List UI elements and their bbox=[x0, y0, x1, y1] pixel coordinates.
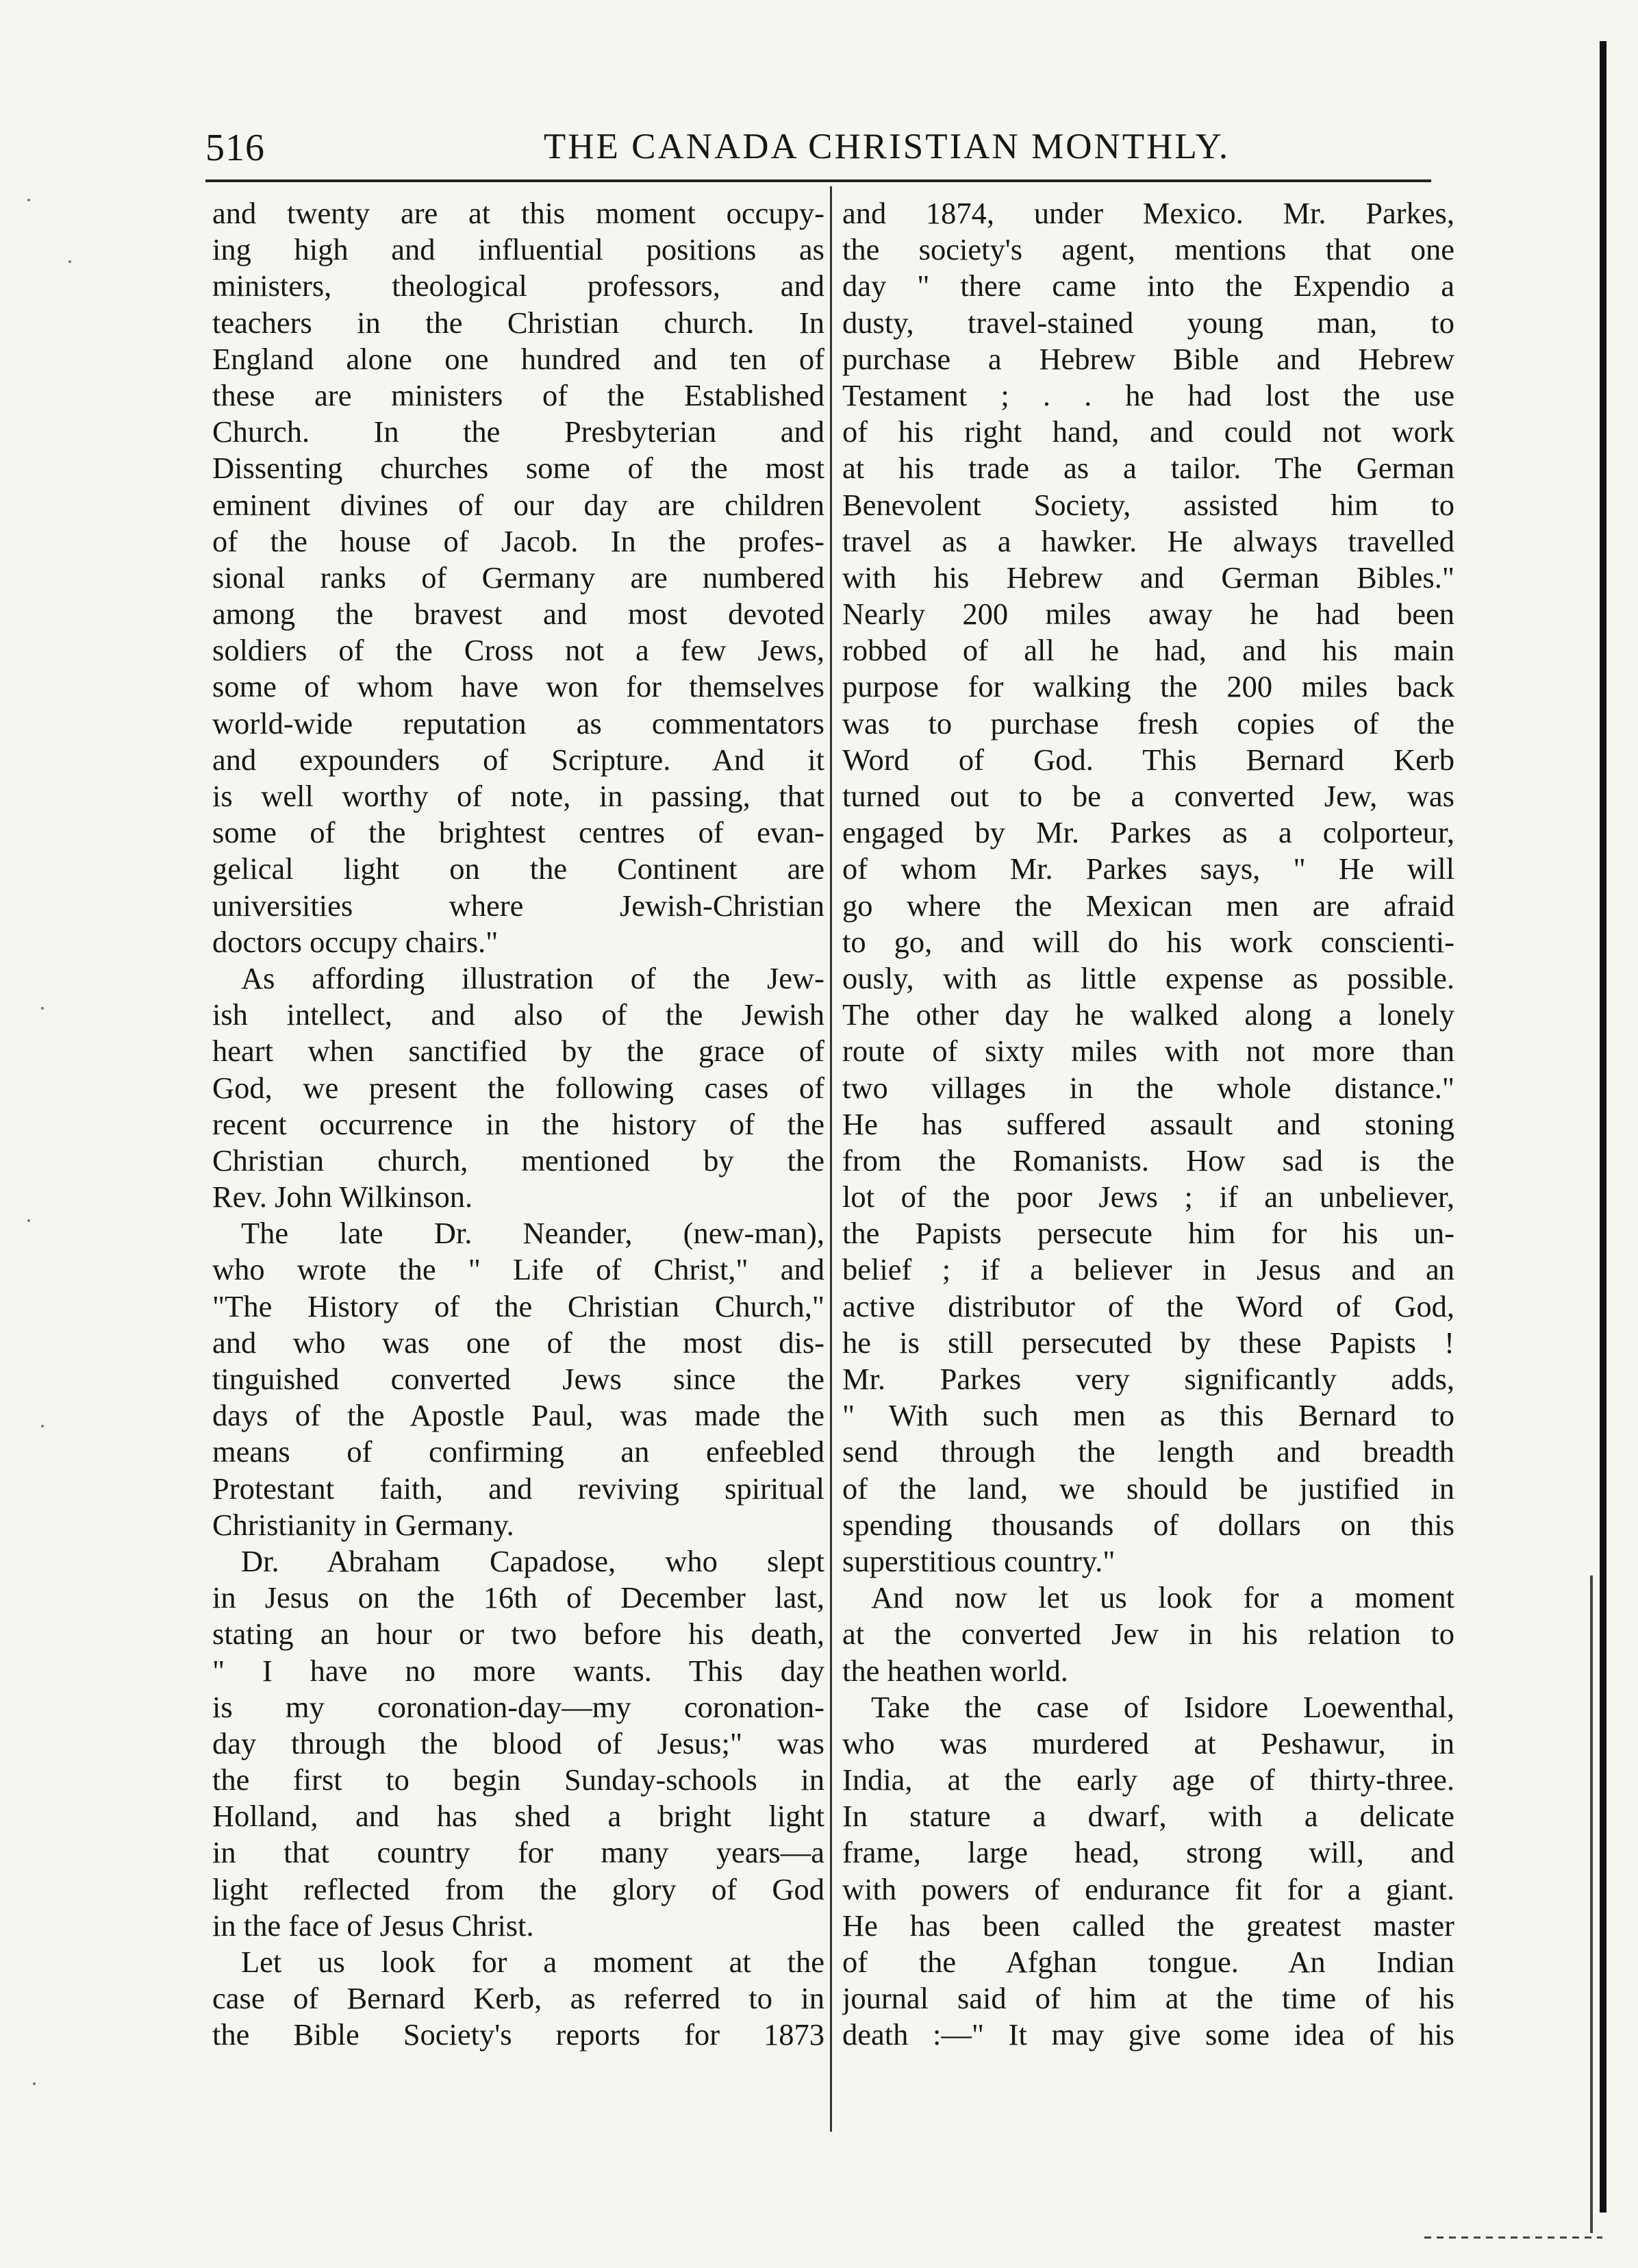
text-line: Let us look for a moment at the bbox=[241, 1945, 824, 1979]
text-line: in the face of Jesus Christ. bbox=[212, 1908, 534, 1943]
text-line: dusty, travel-stained young man, to bbox=[842, 305, 1454, 340]
text-line: In stature a dwarf, with a delicate bbox=[842, 1799, 1454, 1834]
paper-speck bbox=[27, 1219, 30, 1222]
text-line: Christianity in Germany. bbox=[212, 1507, 514, 1542]
text-line: the heathen world. bbox=[842, 1653, 1068, 1688]
left-column bbox=[212, 195, 824, 2127]
text-line: with powers of endurance fit for a giant. bbox=[842, 1871, 1454, 1906]
text-line: Protestant faith, and reviving spiritual bbox=[212, 1471, 824, 1506]
text-line: ish intellect, and also of the Jewish bbox=[212, 997, 824, 1032]
text-line: God, we present the following cases of bbox=[212, 1070, 824, 1105]
text-line: ing high and influential positions as bbox=[212, 232, 824, 267]
text-line: in that country for many years—a bbox=[212, 1835, 824, 1870]
text-line: and twenty are at this moment occupy- bbox=[212, 196, 824, 230]
text-line: eminent divines of our day are children bbox=[212, 487, 824, 522]
text-line: And now let us look for a moment bbox=[871, 1580, 1454, 1615]
text-line: at his trade as a tailor. The German bbox=[842, 451, 1454, 486]
text-line: the first to begin Sunday-schools in bbox=[212, 1762, 824, 1797]
text-line: sional ranks of Germany are numbered bbox=[212, 560, 824, 595]
bottom-edge-mark bbox=[1424, 2236, 1602, 2239]
text-line: ministers, theological professors, and bbox=[212, 269, 824, 303]
text-line: some of the brightest centres of evan- bbox=[212, 815, 824, 850]
text-line: universities where Jewish-Christian bbox=[212, 888, 824, 923]
paper-speck bbox=[41, 1425, 44, 1428]
text-line: go where the Mexican men are afraid bbox=[842, 888, 1454, 923]
text-line: and 1874, under Mexico. Mr. Parkes, bbox=[842, 196, 1454, 230]
text-line: Church. In the Presbyterian and bbox=[212, 414, 824, 449]
text-line: The other day he walked along a lonely bbox=[842, 997, 1454, 1032]
right-column bbox=[842, 195, 1454, 2127]
text-line: and who was one of the most dis- bbox=[212, 1325, 824, 1360]
text-line: means of confirming an enfeebled bbox=[212, 1434, 824, 1469]
text-line: of his right hand, and could not work bbox=[842, 414, 1454, 449]
text-line: two villages in the whole distance." bbox=[842, 1070, 1454, 1105]
text-line: teachers in the Christian church. In bbox=[212, 305, 824, 340]
text-line: soldiers of the Cross not a few Jews, bbox=[212, 633, 824, 668]
paper-speck bbox=[41, 1007, 44, 1010]
text-line: send through the length and breadth bbox=[842, 1434, 1454, 1469]
text-line: Holland, and has shed a bright light bbox=[212, 1799, 824, 1834]
text-line: of whom Mr. Parkes says, " He will bbox=[842, 851, 1454, 886]
text-line: " I have no more wants. This day bbox=[212, 1653, 824, 1688]
text-line: of the house of Jacob. In the profes- bbox=[212, 523, 824, 558]
text-line: route of sixty miles with not more than bbox=[842, 1034, 1454, 1069]
text-line: The late Dr. Neander, (new-man), bbox=[241, 1216, 824, 1251]
text-line: doctors occupy chairs." bbox=[212, 924, 499, 959]
page-number: 516 bbox=[205, 127, 265, 169]
text-line: was to purchase fresh copies of the bbox=[842, 706, 1454, 740]
text-line: the society's agent, mentions that one bbox=[842, 232, 1454, 267]
text-line: purpose for walking the 200 miles back bbox=[842, 669, 1454, 704]
text-line: with his Hebrew and German Bibles." bbox=[842, 560, 1454, 595]
text-line: " With such men as this Bernard to bbox=[842, 1398, 1454, 1433]
text-line: these are ministers of the Established bbox=[212, 377, 824, 412]
text-line: is well worthy of note, in passing, that bbox=[212, 779, 824, 813]
text-line: days of the Apostle Paul, was made the bbox=[212, 1398, 824, 1433]
text-line: Nearly 200 miles away he had been bbox=[842, 597, 1454, 632]
text-line: of the land, we should be justified in bbox=[842, 1471, 1454, 1506]
text-line: Dissenting churches some of the most bbox=[212, 451, 824, 486]
header-rule bbox=[205, 179, 1431, 182]
text-line: among the bravest and most devoted bbox=[212, 597, 824, 632]
page-edge-line bbox=[1590, 1575, 1593, 2233]
text-line: he is still persecuted by these Papists ! bbox=[842, 1325, 1454, 1360]
running-title: THE CANADA CHRISTIAN MONTHLY. bbox=[543, 127, 1231, 166]
text-line: "The History of the Christian Church," bbox=[212, 1288, 824, 1323]
text-line: of the Afghan tongue. An Indian bbox=[842, 1945, 1454, 1979]
text-line: journal said of him at the time of his bbox=[842, 1981, 1454, 2016]
text-line: spending thousands of dollars on this bbox=[842, 1507, 1454, 1542]
page-header bbox=[205, 122, 1431, 177]
text-line: death :—" It may give some idea of his bbox=[842, 2017, 1454, 2052]
text-line: turned out to be a converted Jew, was bbox=[842, 779, 1454, 813]
text-line: the Papists persecute him for his un- bbox=[842, 1216, 1454, 1251]
text-line: Benevolent Society, assisted him to bbox=[842, 487, 1454, 522]
text-line: Word of God. This Bernard Kerb bbox=[842, 742, 1454, 777]
page-edge-shadow bbox=[1600, 41, 1606, 2213]
text-line: Christian church, mentioned by the bbox=[212, 1143, 824, 1177]
text-line: Testament ; . . he had lost the use bbox=[842, 377, 1454, 412]
text-line: tinguished converted Jews since the bbox=[212, 1362, 824, 1396]
text-line: He has been called the greatest master bbox=[842, 1908, 1454, 1943]
text-line: day " there came into the Expendio a bbox=[842, 269, 1454, 303]
text-line: robbed of all he had, and his main bbox=[842, 633, 1454, 668]
text-line: who was murdered at Peshawur, in bbox=[842, 1725, 1454, 1760]
text-line: purchase a Hebrew Bible and Hebrew bbox=[842, 341, 1454, 376]
text-line: who wrote the " Life of Christ," and bbox=[212, 1252, 824, 1287]
column-divider bbox=[830, 186, 832, 2132]
text-line: day through the blood of Jesus;" was bbox=[212, 1725, 824, 1760]
text-line: As affording illustration of the Jew- bbox=[241, 960, 824, 995]
text-line: ously, with as little expense as possible. bbox=[842, 960, 1454, 995]
text-line: to go, and will do his work conscienti- bbox=[842, 924, 1454, 959]
paper-speck bbox=[27, 199, 30, 201]
text-line: gelical light on the Continent are bbox=[212, 851, 824, 886]
text-line: engaged by Mr. Parkes as a colporteur, bbox=[842, 815, 1454, 850]
text-line: recent occurrence in the history of the bbox=[212, 1106, 824, 1141]
text-line: India, at the early age of thirty-three. bbox=[842, 1762, 1454, 1797]
text-line: at the converted Jew in his relation to bbox=[842, 1617, 1454, 1652]
text-line: Take the case of Isidore Loewenthal, bbox=[871, 1689, 1454, 1724]
text-line: in Jesus on the 16th of December last, bbox=[212, 1580, 824, 1615]
text-line: Dr. Abraham Capadose, who slept bbox=[241, 1543, 824, 1578]
text-line: Mr. Parkes very significantly adds, bbox=[842, 1362, 1454, 1396]
text-line: belief ; if a believer in Jesus and an bbox=[842, 1252, 1454, 1287]
text-line: Rev. John Wilkinson. bbox=[212, 1180, 473, 1214]
text-line: heart when sanctified by the grace of bbox=[212, 1034, 824, 1069]
text-line: from the Romanists. How sad is the bbox=[842, 1143, 1454, 1177]
text-line: active distributor of the Word of God, bbox=[842, 1288, 1454, 1323]
paper-speck bbox=[68, 260, 71, 263]
text-line: frame, large head, strong will, and bbox=[842, 1835, 1454, 1870]
text-line: travel as a hawker. He always travelled bbox=[842, 523, 1454, 558]
text-line: light reflected from the glory of God bbox=[212, 1871, 824, 1906]
text-line: is my coronation-day—my coronation- bbox=[212, 1689, 824, 1724]
text-line: superstitious country." bbox=[842, 1543, 1116, 1578]
paper-speck bbox=[33, 2082, 36, 2085]
text-line: He has suffered assault and stoning bbox=[842, 1106, 1454, 1141]
text-line: the Bible Society's reports for 1873 bbox=[212, 2017, 824, 2052]
text-line: England alone one hundred and ten of bbox=[212, 341, 824, 376]
text-line: world-wide reputation as commentators bbox=[212, 706, 824, 740]
text-line: some of whom have won for themselves bbox=[212, 669, 824, 704]
text-line: case of Bernard Kerb, as referred to in bbox=[212, 1981, 824, 2016]
text-line: and expounders of Scripture. And it bbox=[212, 742, 824, 777]
text-line: lot of the poor Jews ; if an unbeliever, bbox=[842, 1180, 1454, 1214]
text-line: stating an hour or two before his death, bbox=[212, 1617, 824, 1652]
